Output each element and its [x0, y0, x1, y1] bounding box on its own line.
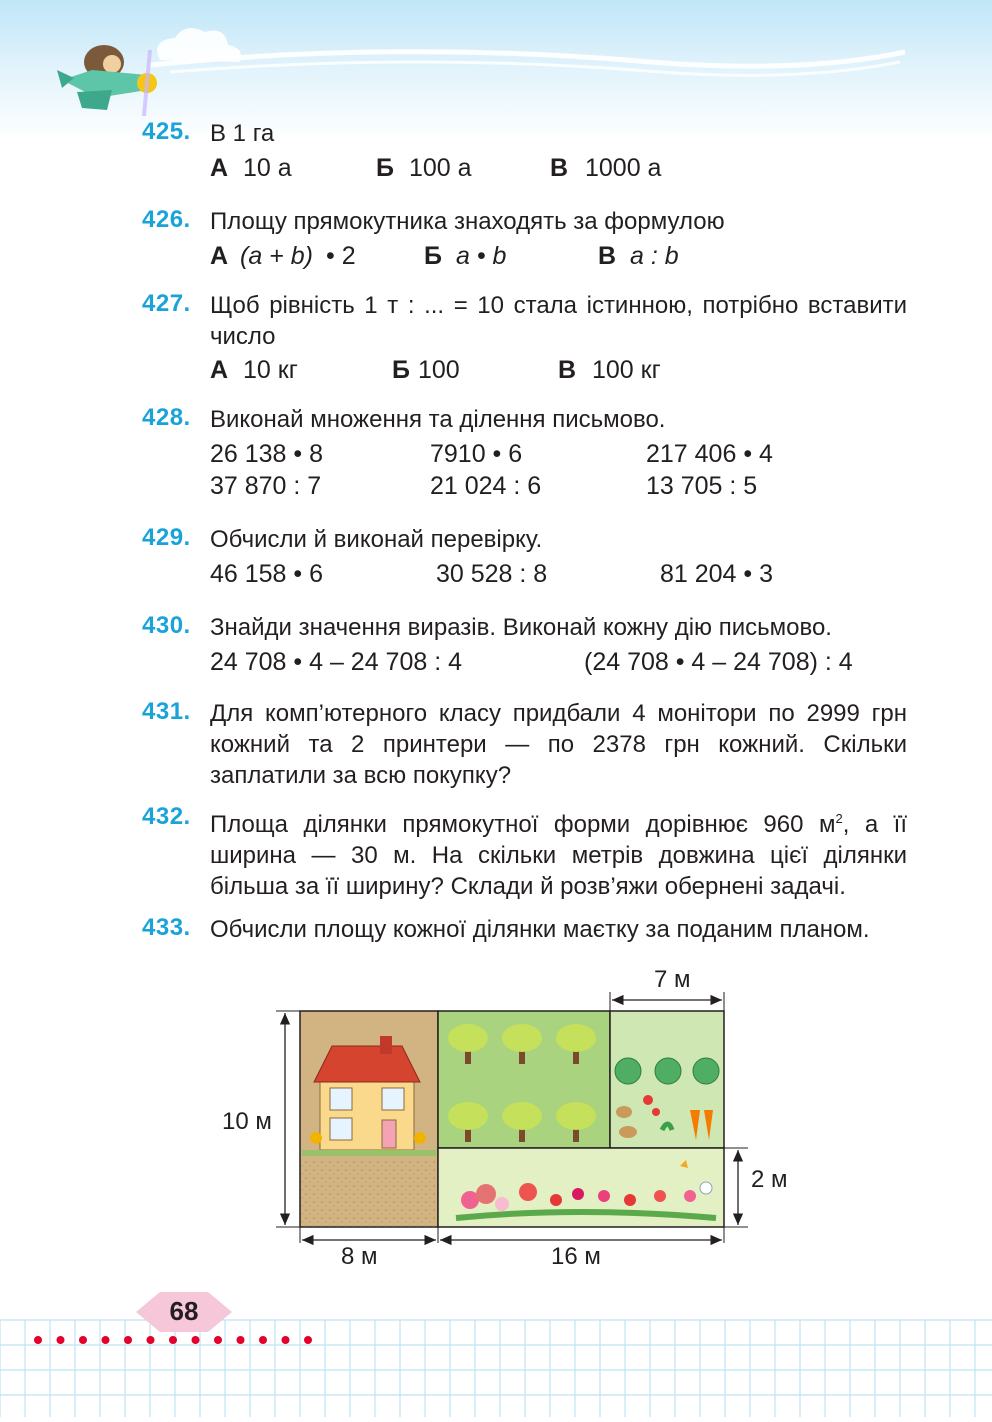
- option-value: a : b: [630, 242, 679, 270]
- task-text: Площу прямокутника знаходять за формулою: [210, 208, 725, 235]
- task-426: [142, 206, 912, 276]
- task-430: [142, 612, 912, 682]
- task-text: Обчисли й виконай перевірку.: [210, 526, 543, 553]
- expression: 81 204 • 3: [660, 560, 774, 588]
- option-value: 100 кг: [592, 356, 661, 384]
- decorative-dot: [282, 1336, 290, 1344]
- task-number: 425.: [142, 118, 191, 145]
- decorative-dot: [57, 1336, 65, 1344]
- task-text-part: , а її ширина — 30 м. На скільки метрів довжина цієї ділянки більша за її ширину? Склади й розв’яжи обернені задачі.: [210, 811, 907, 900]
- task-text: Виконай множення та ділення письмово.: [210, 406, 666, 433]
- task-number: 428.: [142, 404, 191, 431]
- task-text: В 1 га: [210, 120, 275, 147]
- footer-grid: [0, 1290, 992, 1417]
- graph-paper-pattern: [0, 1290, 992, 1417]
- decorative-dot: [34, 1336, 42, 1344]
- task-text: Обчисли площу кожної ділянки маєтку за поданим планом.: [210, 916, 870, 943]
- option-value: 1000 а: [585, 154, 662, 182]
- option-letter: А: [210, 242, 229, 270]
- decorative-dot: [79, 1336, 87, 1344]
- task-431: [142, 698, 912, 798]
- decorative-dot: [147, 1336, 155, 1344]
- task-number: 430.: [142, 612, 191, 639]
- expression: 7910 • 6: [430, 440, 523, 468]
- option-value-tail: • 2: [326, 242, 356, 270]
- task-text-part: Площа ділянки прямокутної форми дорівнює 960 м: [210, 811, 836, 838]
- task-428: [142, 404, 912, 504]
- option-letter: Б: [424, 242, 442, 270]
- estate-plan-drawing: [0, 960, 992, 1280]
- decorative-dot: [124, 1336, 132, 1344]
- option-letter: А: [210, 154, 229, 182]
- decorative-dot: [102, 1336, 110, 1344]
- option-value: a • b: [456, 242, 507, 270]
- task-425: [142, 118, 912, 188]
- task-427: [142, 290, 912, 390]
- label-top-width: 7 м: [654, 966, 691, 993]
- expression: 13 705 : 5: [646, 472, 758, 500]
- option-value: 100: [418, 356, 460, 384]
- task-432: [142, 803, 912, 903]
- task-429: [142, 524, 912, 594]
- task-number: 433.: [142, 914, 191, 941]
- hedgehog-airplane-icon: [52, 40, 162, 120]
- option-letter: В: [598, 242, 617, 270]
- decorative-dot: [192, 1336, 200, 1344]
- expression: 30 528 : 8: [436, 560, 548, 588]
- decorative-dot: [304, 1336, 312, 1344]
- task-text: Щоб рівність 1 т : ... = 10 стала істинною, потрібно вставити число: [210, 292, 907, 350]
- task-number: 427.: [142, 290, 191, 317]
- option-value: 10 кг: [243, 356, 298, 384]
- yard-ground: [300, 1160, 438, 1227]
- decorative-dot: [169, 1336, 177, 1344]
- decorative-dot: [259, 1336, 267, 1344]
- label-bottom-width: 16 м: [551, 1243, 601, 1270]
- option-value: (a + b): [240, 242, 313, 270]
- option-letter: А: [210, 356, 229, 384]
- label-height: 10 м: [222, 1108, 272, 1135]
- expression: 26 138 • 8: [210, 440, 324, 468]
- option-letter: Б: [376, 154, 394, 182]
- option-value: 10 а: [243, 154, 292, 182]
- option-value: 100 а: [409, 154, 472, 182]
- expression: 21 024 : 6: [430, 472, 542, 500]
- label-left-width: 8 м: [341, 1243, 378, 1270]
- estate-plan-diagram: [0, 960, 992, 1280]
- option-letter: В: [550, 154, 569, 182]
- task-number: 429.: [142, 524, 191, 551]
- task-text: Для комп’ютерного класу придбали 4 монітори по 2999 грн кожний та 2 принтери — по 2378 грн кожний. Скільки заплатили за всю покупку?: [210, 700, 907, 789]
- expression: 37 870 : 7: [210, 472, 322, 500]
- expression: 217 406 • 4: [646, 440, 773, 468]
- superscript: 2: [835, 811, 843, 826]
- expression: 46 158 • 6: [210, 560, 324, 588]
- page-number: 68: [169, 1296, 199, 1326]
- label-strip-height: 2 м: [751, 1166, 788, 1193]
- option-letter: В: [558, 356, 577, 384]
- task-number: 426.: [142, 206, 191, 233]
- decorative-dot: [214, 1336, 222, 1344]
- task-text: [210, 803, 907, 902]
- task-number: 431.: [142, 698, 191, 725]
- expression: (24 708 • 4 – 24 708) : 4: [584, 648, 853, 676]
- option-letter: Б: [392, 356, 410, 384]
- task-number: 432.: [142, 803, 191, 830]
- decorative-dot: [237, 1336, 245, 1344]
- expression: 24 708 • 4 – 24 708 : 4: [210, 648, 463, 676]
- task-text: Знайди значення виразів. Виконай кожну дію письмово.: [210, 614, 832, 641]
